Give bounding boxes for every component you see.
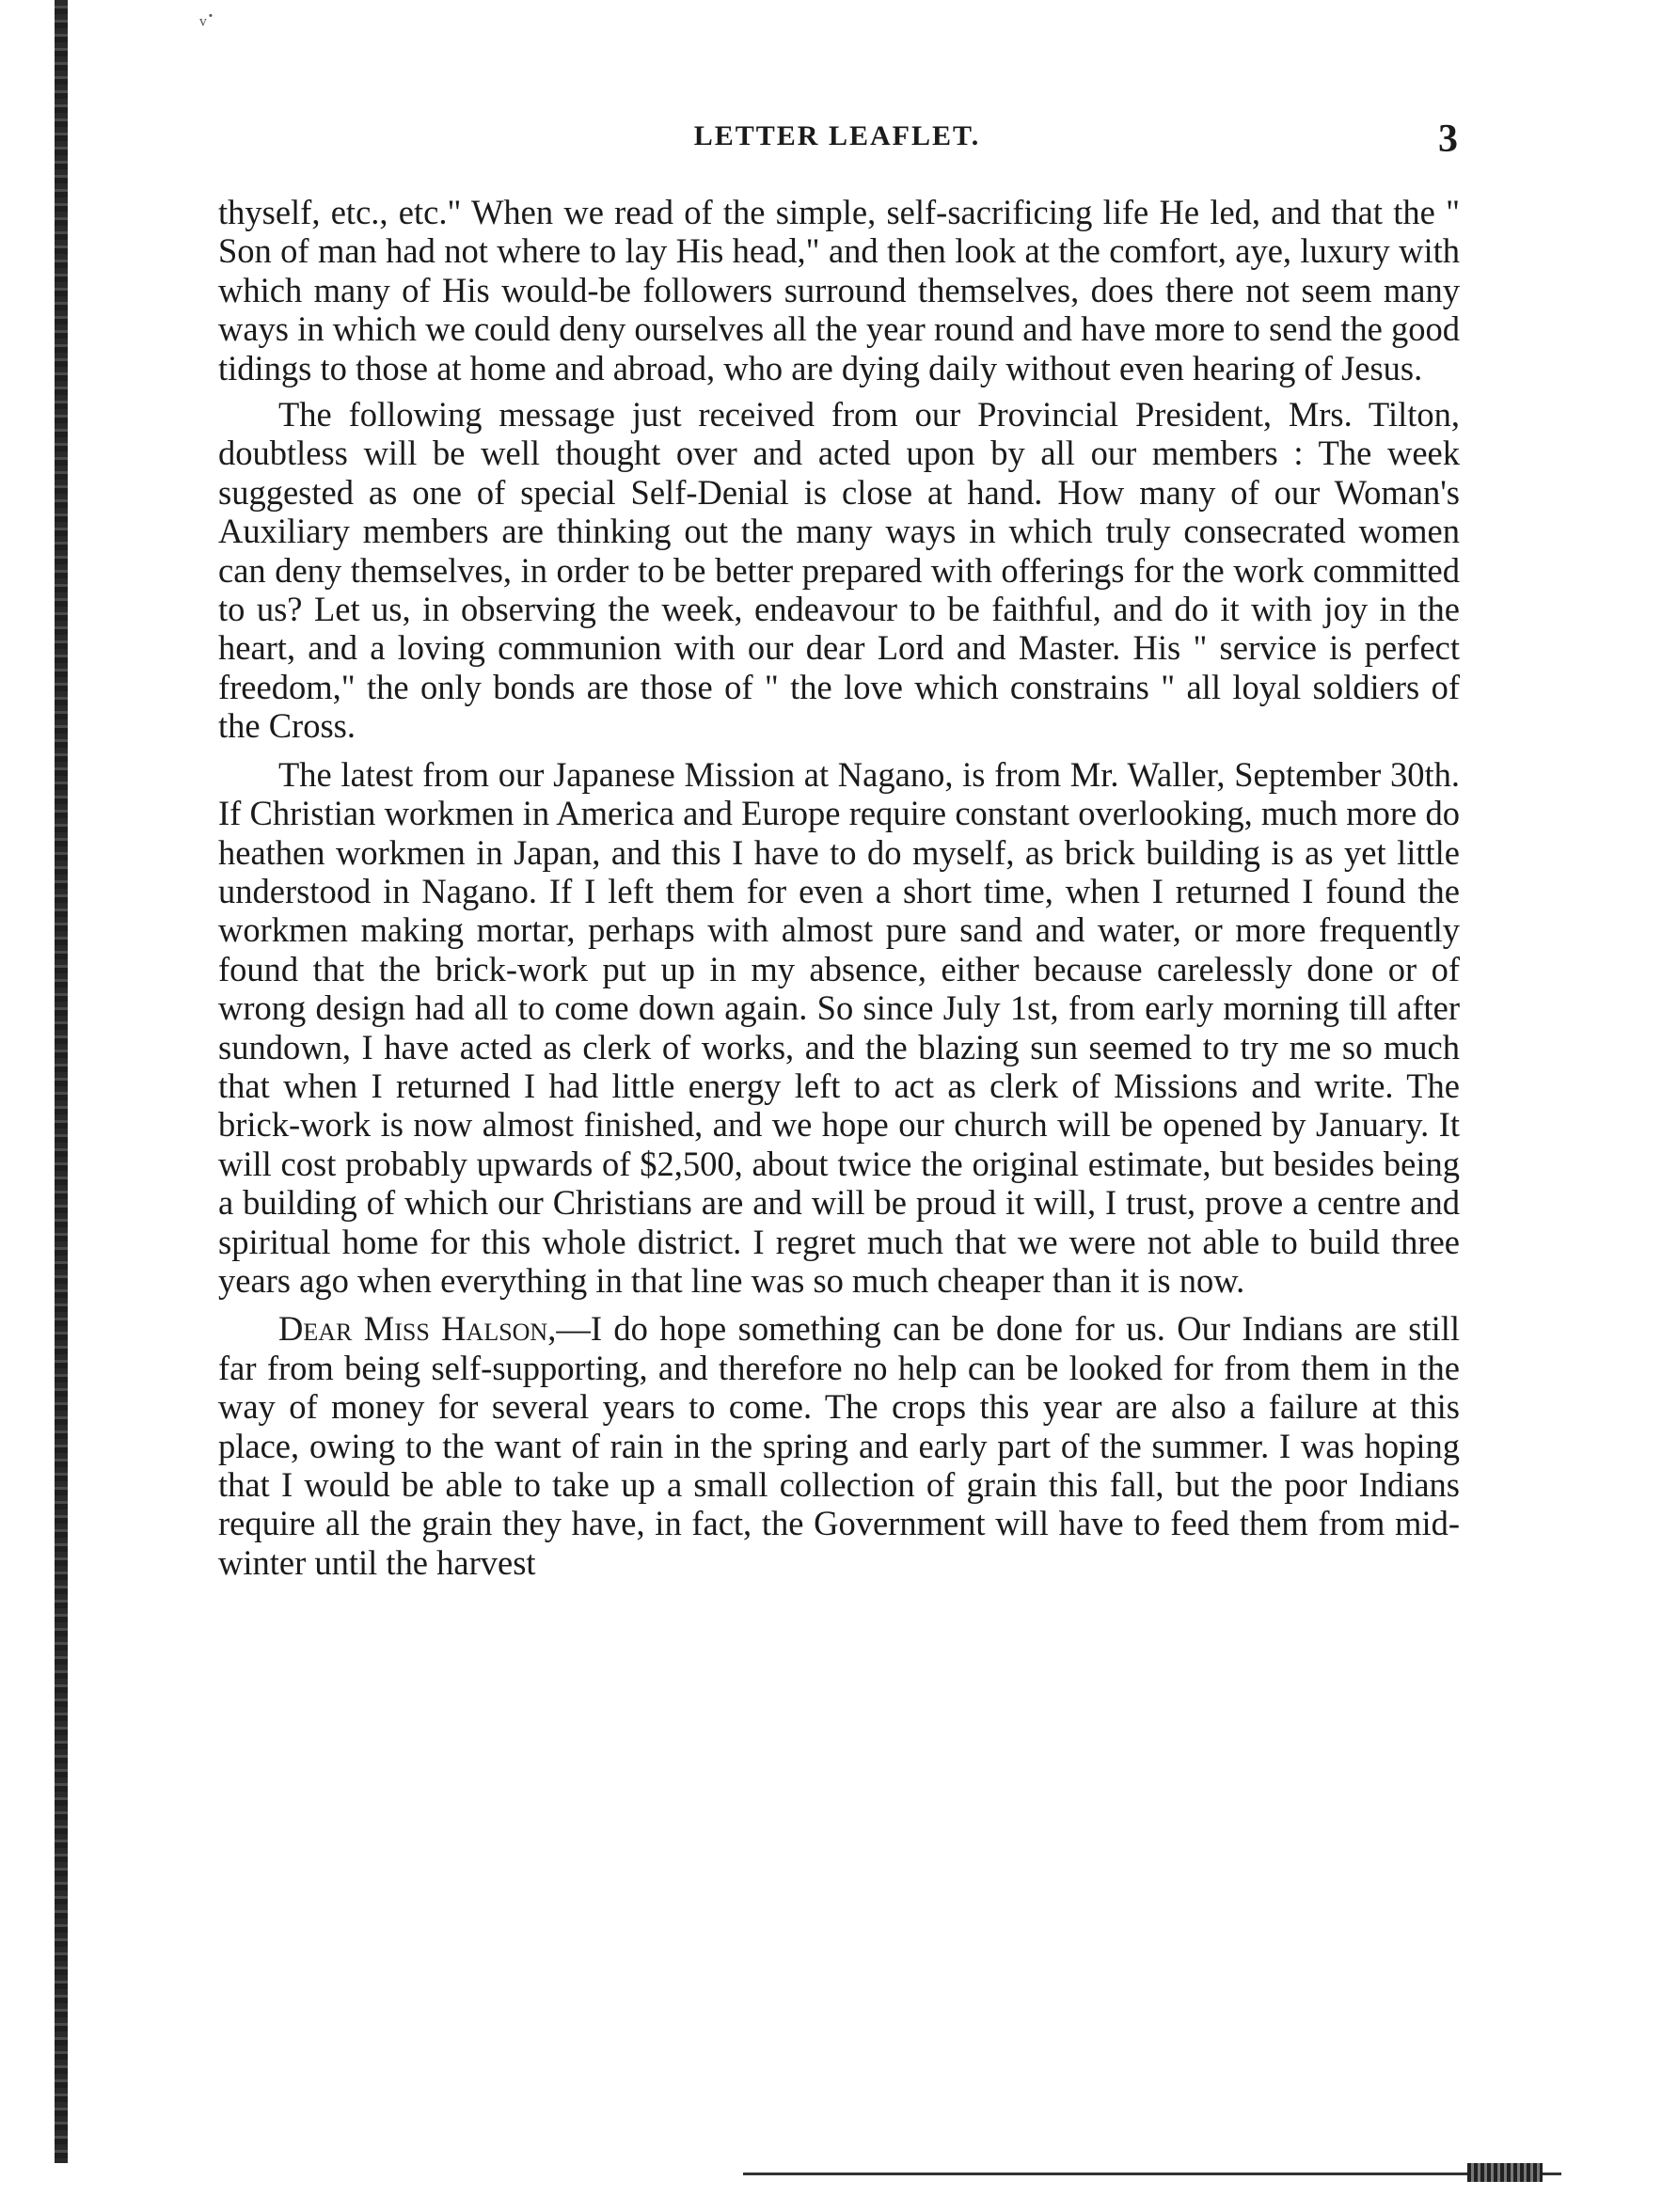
bottom-rule-smudge <box>1467 2163 1543 2182</box>
paragraph-1: thyself, etc., etc." When we read of the simple, self-sacrificing life He led, and that the " Son of man had not where to lay His head," and then look at the comfort, aye, luxury with which many of His would-be followers surround themselves, does there not seem many ways in which we could deny ourselves all the year round and have more to send the good tidings to those at home and abroad, who are dying daily without even hearing of Jesus. <box>218 193 1460 387</box>
letter-salutation: Dear Miss Halson, <box>278 1309 557 1349</box>
body-text <box>218 193 1460 1582</box>
running-title: LETTER LEAFLET. <box>693 120 981 151</box>
running-head <box>216 120 1458 164</box>
letter-paragraph <box>218 1309 1460 1582</box>
letter-text: —I do hope something can be done for us. Our Indians are still far from being self-supporting, and therefore no help can be looked for from them in the way of money for several years to come. The crops this year are also a failure at this place, owing to the want of rain in the spring and early part of the summer. I was hoping that I would be able to take up a small collection of grain this fall, but the poor Indians require all the grain they have, in fact, the Government will have to feed them from mid-winter until the harvest <box>218 1309 1460 1582</box>
bottom-rule <box>743 2172 1561 2175</box>
page-number: 3 <box>1438 118 1458 161</box>
binding-edge <box>55 0 68 2163</box>
corner-mark: ᵥ· <box>199 2 215 29</box>
paragraph-2: The following message just received from our Provincial President, Mrs. Tilton, doubtless will be well thought over and acted upon by all our members : The week suggested as one of special Self-Denial is close at hand. How many of our Woman's Auxiliary members are thinking out the many ways in which truly consecrated women can deny themselves, in order to be better prepared with offerings for the work committed to us? Let us, in observing the week, endeavour to be faithful, and do it with joy in the heart, and a loving communion with our dear Lord and Master. His " service is perfect freedom," the only bonds are those of " the love which constrains " all loyal soldiers of the Cross. <box>218 395 1460 746</box>
paragraph-3: The latest from our Japanese Mission at Nagano, is from Mr. Waller, September 30th. If Christian workmen in America and Europe require constant overlooking, much more do heathen workmen in Japan, and this I have to do myself, as brick building is as yet little understood in Nagano. If I left them for even a short time, when I returned I found the workmen making mortar, perhaps with almost pure sand and water, or more frequently found that the brick-work put up in my absence, either because carelessly done or of wrong design had all to come down again. So since July 1st, from early morning till after sundown, I have acted as clerk of works, and the blazing sun seemed to try me so much that when I returned I had little energy left to act as clerk of Missions and write. The brick-work is now almost finished, and we hope our church will be opened by January. It will cost probably upwards of $2,500, about twice the original estimate, but besides being a building of which our Christians are and will be proud it will, I trust, prove a centre and spiritual home for this whole district. I regret much that we were not able to build three years ago when everything in that line was so much cheaper than it is now. <box>218 754 1460 1300</box>
